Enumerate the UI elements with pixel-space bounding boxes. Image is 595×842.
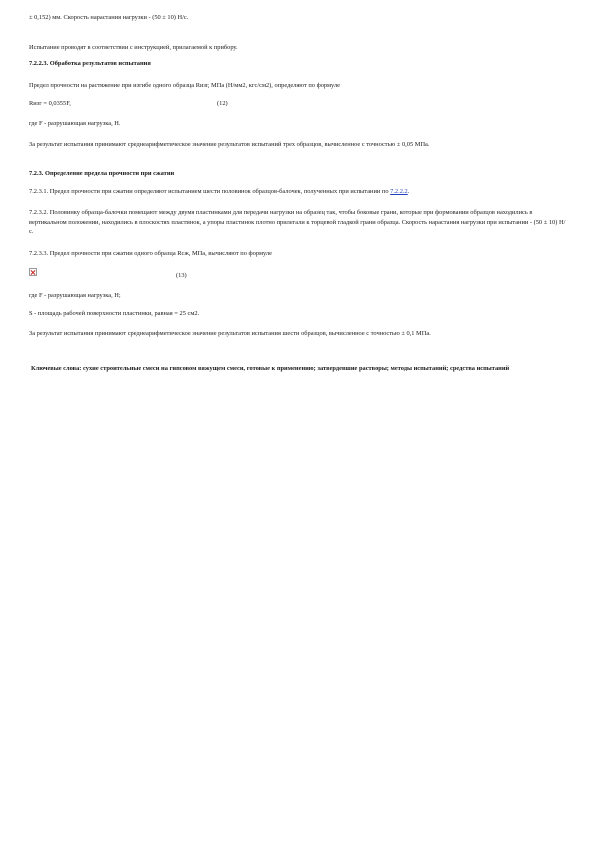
section-heading-7-2-2-3: 7.2.2.3. Обработка результатов испытания: [29, 60, 151, 67]
text-line-speed: ± 0,152) мм. Скорость нарастания нагрузки - (50 ± 10) Н/с.: [29, 14, 189, 21]
paragraph-7-2-3-1-text: 7.2.3.1. Предел прочности при сжатии определяют испытанием шести половинок образцов-балочек, полученных при испытании по: [29, 188, 389, 195]
keywords-paragraph: Ключевые слова: сухие строительные смеси на гипсовом вяжущем смеси, готовые к применению; затвердевшие растворы; методы испытаний; средства испытаний: [31, 365, 510, 372]
text-line-load-definition: где F - разрушающая нагрузка, Н.: [29, 120, 121, 127]
formula-12: Rизг = 0,0355F,: [29, 100, 71, 107]
paragraph-7-2-3-1-end: .: [407, 188, 410, 195]
section-heading-7-2-3: 7.2.3. Определение предела прочности при сжатии: [29, 170, 175, 177]
text-line-bending-strength: Предел прочности на растяжение при изгибе одного образца Rизг, МПа (Н/мм2, кгс/см2), определяют по формуле: [29, 82, 340, 89]
equation-number-13: (13): [176, 272, 187, 279]
text-line-area-definition: S - площадь рабочей поверхности пластинки, равная = 25 см2.: [29, 310, 200, 317]
equation-number-12: (12): [217, 100, 228, 107]
paragraph-result-bending: За результат испытания принимают среднеарифметическое значение результатов испытаний трех образцов, вычисленное с точностью ± 0,05 МПа.: [29, 141, 430, 148]
paragraph-7-2-3-1: [29, 188, 409, 196]
paragraph-7-2-3-2: 7.2.3.2. Половинку образца-балочки помещают между двумя пластинками для передачи нагрузки на образец так, чтобы боковые грани, которые при формовании образцов находились в вертикальном положении, находились в плоскостях пластинок, а упоры пластинок плотно прилегали к торцевой гладкой грани образца. Скорость нарастания нагрузки при испытании - (50 ± 10) Н/с.: [29, 209, 566, 235]
text-line-instruction: Испытание проводят в соответствии с инструкцией, прилагаемой к прибору.: [29, 44, 238, 51]
paragraph-result-compression: За результат испытания принимают среднеарифметическое значение результатов испытания шести образцов, вычисленное с точностью ± 0,1 МПа.: [29, 330, 431, 337]
text-line-load-definition-2: где F - разрушающая нагрузка, Н;: [29, 292, 121, 299]
paragraph-7-2-3-3: 7.2.3.3. Предел прочности при сжатии одного образца Rсж, МПа, вычисляют по формуле: [29, 250, 272, 257]
broken-image-icon: [29, 268, 37, 276]
link-7-2-2-2[interactable]: 7.2.2.2: [390, 188, 408, 195]
